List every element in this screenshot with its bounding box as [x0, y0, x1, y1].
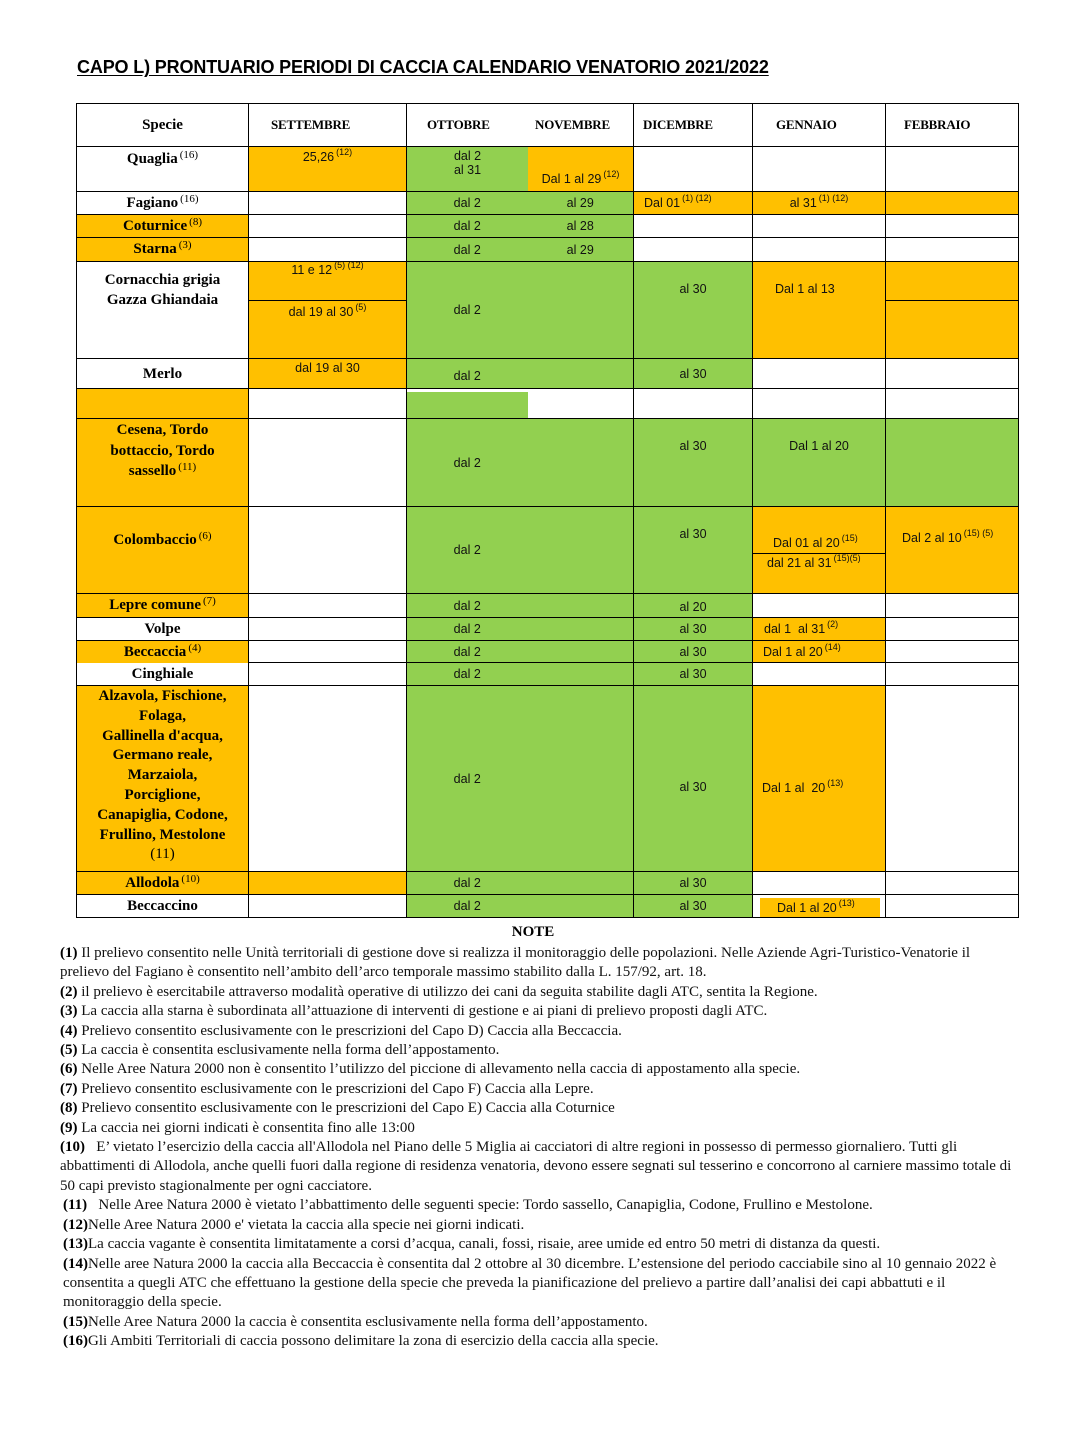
merlo-gennaio [753, 359, 886, 389]
note-number: (5) [60, 1042, 78, 1059]
species-name: Lepre comune [109, 597, 201, 613]
species-colombaccio [77, 507, 249, 594]
species-name-line: Cesena, Tordo [116, 422, 209, 438]
note-text: il prelievo è esercitabile attraverso modalità operative di utilizzo dei cani da seguita stabilite dagli ATC, sentita la Regione. [77, 983, 818, 1000]
period-text: al 31 [789, 196, 817, 210]
species-beccaccino [77, 895, 249, 918]
header-settembre [249, 104, 407, 147]
period-text: Dal 1 al 20 [777, 900, 837, 915]
footnote-ref: (8) [189, 215, 202, 228]
period-text: dal 19 al 30 [295, 361, 360, 375]
starna-ottobre-novembre [407, 238, 634, 262]
period-text: dal 2 [453, 543, 481, 557]
period-text: al 28 [566, 219, 594, 233]
period-text: dal 21 al 31 [767, 556, 832, 570]
quaglia-gennaio [753, 147, 886, 192]
header-specie-label: Specie [142, 116, 183, 133]
cesena-febbraio [886, 419, 1019, 507]
species-name: Quaglia [126, 151, 178, 167]
note-2 [60, 983, 1018, 1002]
beccaccia-ottobre-novembre [407, 641, 634, 663]
note-text: La caccia vagante è consentita limitatamente a corsi d’acqua, canali, fossi, risaie, aree umide ed entro 50 metri di distanza da questi. [88, 1236, 881, 1253]
period-text: al 30 [679, 527, 707, 541]
note-number: (11) [63, 1197, 88, 1214]
cesena-dicembre [634, 419, 753, 507]
quaglia-settembre [249, 147, 407, 192]
note-number: (9) [60, 1119, 78, 1136]
starna-gennaio [753, 238, 886, 262]
species-name: Merlo [142, 365, 183, 382]
footnote-ref: (14) [824, 641, 841, 652]
cinghiale-settembre [249, 663, 407, 686]
coturnice-settembre [249, 215, 407, 238]
species-volpe [77, 618, 249, 641]
note-10 [60, 1138, 1018, 1196]
period-text: al 30 [679, 439, 707, 453]
header-gennaio [753, 104, 886, 147]
quaglia-ottobre [407, 147, 528, 192]
note-text: La caccia è consentita esclusivamente nella forma dell’appostamento. [77, 1042, 500, 1059]
species-coturnice [77, 215, 249, 238]
species-name-line: Alzavola, Fischione, [98, 688, 227, 704]
note-text: E’ vietato l’esercizio della caccia all'Allodola nel Piano delle 5 Miglia ai cacciatori di altre regioni in possesso di permesso giornaliero. Tutti gli abbattimenti di Allodola, anche quelli fuori dalla regione di residenza venatoria, devono essere segnati sul tesserino e concorrono al carniere massimo totale di 50 capi previsto stagionalmente per ogni cacciatore. [60, 1139, 1016, 1194]
note-text: Nelle Aree Natura 2000 non è consentito l’utilizzo del piccione di allevamento nella caccia di appostamento alla specie. [77, 1061, 801, 1078]
footnote-ref: (11) [178, 461, 197, 473]
note-3 [60, 1002, 1018, 1021]
beccaccia-gennaio [753, 641, 886, 663]
footnote-ref: (12) [603, 169, 620, 179]
period-text: dal 2 [453, 368, 481, 383]
species-cinghiale [77, 663, 249, 686]
colombaccio-ottobre-novembre [407, 507, 634, 594]
lepre-gennaio [753, 594, 886, 618]
beccaccia-febbraio [886, 641, 1019, 663]
merlo-febbraio [886, 359, 1019, 389]
note-number: (7) [60, 1080, 78, 1097]
cornacchia-gennaio [753, 262, 886, 359]
header-febbraio-label: FEBBRAIO [904, 117, 971, 132]
period-text: dal 2 [453, 598, 481, 613]
species-empty [77, 389, 249, 419]
period-text: al 30 [679, 282, 707, 296]
merlo-settembre [249, 359, 407, 389]
species-cornacchia-gazza-ghiandaia [77, 262, 249, 359]
period-text: Dal 01 al 20 [773, 536, 840, 550]
footnote-ref: (13) [838, 897, 855, 908]
species-name: Beccaccino [127, 898, 198, 914]
species-name: Colombaccio [113, 532, 197, 548]
allodola-gennaio [753, 872, 886, 895]
period-text: al 29 [566, 242, 594, 257]
header-ottobre-label: OTTOBRE [427, 117, 490, 132]
species-allodola [77, 872, 249, 895]
period-text: al 30 [679, 876, 707, 890]
period-text: Dal 1 al 13 [775, 282, 835, 296]
cornacchia-settembre-a [249, 262, 407, 301]
period-text: dal 2 [453, 219, 481, 233]
allodola-settembre [249, 872, 407, 895]
footnote-ref: (6) [198, 530, 212, 542]
cesena-ottobre-novembre [407, 419, 634, 507]
species-name-line: Porciglione, [124, 786, 201, 803]
beccaccino-settembre [249, 895, 407, 918]
note-8 [60, 1099, 1018, 1118]
note-text: Gli Ambiti Territoriali di caccia possono delimitare la zona di esercizio della caccia alla specie. [88, 1333, 659, 1350]
footnote-ref: (15) [841, 533, 858, 543]
empty-febbraio [886, 389, 1019, 419]
cesena-gennaio [753, 419, 886, 507]
volpe-settembre [249, 618, 407, 641]
coturnice-ottobre-novembre [407, 215, 634, 238]
period-text: al 30 [679, 366, 707, 381]
note-13 [60, 1235, 1018, 1254]
footnote-ref: (1) (12) [682, 193, 712, 203]
period-text: 25,26 [302, 150, 335, 164]
notes-heading: NOTE [511, 924, 555, 940]
period-text: al 30 [679, 899, 707, 913]
note-text: Nelle Aree Natura 2000 la caccia è consentita esclusivamente nella forma dell’appostamento. [88, 1313, 648, 1330]
note-text: Prelievo consentito esclusivamente con le prescrizioni del Capo E) Caccia alla Coturnice [77, 1100, 615, 1117]
empty-ottobre-novembre [407, 389, 634, 419]
species-name-line: sassello [128, 463, 177, 479]
allodola-ottobre-novembre [407, 872, 634, 895]
page-title: CAPO L) PRONTUARIO PERIODI DI CACCIA CALENDARIO VENATORIO 2021/2022 [77, 57, 769, 77]
note-16 [60, 1332, 1018, 1351]
note-4 [60, 1022, 1018, 1041]
fagiano-dicembre [634, 192, 753, 215]
species-name: Coturnice [123, 217, 188, 234]
header-settembre-label: SETTEMBRE [271, 117, 351, 132]
header-novembre-label: NOVEMBRE [535, 117, 610, 132]
volpe-gennaio [753, 618, 886, 641]
period-text: al 31 [453, 163, 482, 177]
empty-gennaio [753, 389, 886, 419]
note-12 [60, 1216, 1018, 1235]
acquatici-febbraio [886, 686, 1019, 872]
period-text: dal 2 [453, 242, 481, 257]
cesena-settembre [249, 419, 407, 507]
green-fill [407, 392, 528, 418]
footnote-ref: (10) [181, 872, 200, 885]
period-text: Dal 2 al 10 [902, 531, 962, 545]
period-text: dal 2 [453, 196, 481, 210]
fagiano-settembre [249, 192, 407, 215]
allodola-dicembre [634, 872, 753, 895]
footnote-ref: (5) [355, 302, 367, 312]
note-text: Nelle Aree Natura 2000 e' vietata la caccia alla specie nei giorni indicati. [88, 1216, 525, 1233]
species-quaglia [77, 147, 249, 192]
period-text: al 29 [566, 196, 594, 210]
note-text: Il prelievo consentito nelle Unità territoriali di gestione dove si realizza il monitoraggio delle popolazioni. Nelle Aziende Agri-Turistico-Venatorie il prelievo del Fagiano è consentito nell’ambito dell’arco temporale massimo stabilito dalla L. 157/92, art. 18. [60, 945, 971, 981]
header-gennaio-label: GENNAIO [776, 117, 837, 132]
species-name: Starna [133, 241, 177, 257]
footnote-ref: (12) [336, 147, 353, 157]
lepre-febbraio [886, 594, 1019, 618]
notes-list [60, 944, 1018, 1352]
coturnice-febbraio [886, 215, 1019, 238]
allodola-febbraio [886, 872, 1019, 895]
colombaccio-gennaio-b [753, 554, 886, 594]
period-text: dal 2 [453, 644, 481, 659]
species-name: Fagiano [126, 194, 179, 211]
quaglia-dicembre [634, 147, 753, 192]
period-text: dal 2 [453, 455, 481, 470]
species-name: Cinghiale [131, 666, 194, 682]
note-number: (6) [60, 1061, 78, 1078]
species-acquatici [77, 686, 249, 872]
species-name-line: Gallinella d'acqua, [102, 727, 223, 744]
period-text: dal 2 [453, 303, 481, 317]
coturnice-dicembre [634, 215, 753, 238]
species-cesena-tordi [77, 419, 249, 507]
lepre-ottobre-novembre [407, 594, 634, 618]
species-fagiano [77, 192, 249, 215]
acquatici-ottobre-novembre [407, 686, 634, 872]
period-text: Dal 1 al 29 [541, 172, 602, 186]
volpe-febbraio [886, 618, 1019, 641]
species-name-line: Cornacchia grigia [104, 272, 221, 288]
cornacchia-settembre-b [249, 301, 407, 359]
note-number: (2) [60, 983, 78, 1000]
note-number: (13) [63, 1236, 88, 1253]
lepre-settembre [249, 594, 407, 618]
cornacchia-febbraio-b [886, 301, 1019, 359]
footnote-ref: (13) [827, 777, 844, 788]
note-7 [60, 1080, 1018, 1099]
coturnice-gennaio [753, 215, 886, 238]
note-6 [60, 1060, 1018, 1079]
beccaccino-ottobre-novembre [407, 895, 634, 918]
footnote-ref: (15)(5) [833, 554, 861, 563]
species-name: Volpe [144, 621, 181, 637]
footnote-ref: (16) [180, 192, 199, 205]
species-lepre-comune [77, 594, 249, 618]
quaglia-febbraio [886, 147, 1019, 192]
note-5 [60, 1041, 1018, 1060]
period-text: dal 2 [453, 876, 481, 890]
note-text: La caccia nei giorni indicati è consentita fino alle 13:00 [77, 1119, 415, 1136]
starna-febbraio [886, 238, 1019, 262]
period-text: al 20 [679, 600, 707, 614]
starna-dicembre [634, 238, 753, 262]
species-name-line: Germano reale, [112, 747, 213, 764]
restricted-fill [760, 898, 880, 917]
note-14 [60, 1255, 1018, 1313]
header-specie [77, 104, 249, 147]
note-1 [60, 944, 1018, 983]
species-beccaccia [77, 641, 249, 663]
fagiano-febbraio [886, 192, 1019, 215]
colombaccio-febbraio [886, 507, 1019, 594]
species-name-line: Folaga, [138, 707, 187, 724]
colombaccio-settembre [249, 507, 407, 594]
quaglia-novembre [528, 147, 634, 192]
cornacchia-dicembre [634, 262, 753, 359]
period-text: Dal 01 [644, 196, 681, 210]
period-text: dal 1 al 31 [764, 622, 826, 636]
period-text: al 30 [679, 667, 707, 681]
period-text: Dal 1 al 20 [762, 780, 826, 795]
acquatici-gennaio [753, 686, 886, 872]
note-text: La caccia alla starna è subordinata all’attuazione di interventi di gestione e ai piani di prelievo proposti dagli ATC. [77, 1003, 768, 1020]
note-number: (1) [60, 945, 78, 961]
period-text: Dal 1 al 20 [789, 439, 849, 453]
species-name-line: Frullino, Mestolone [99, 826, 226, 843]
footnote-ref: (7) [202, 595, 216, 607]
period-text: 11 e 12 [291, 263, 333, 277]
note-number: (10) [60, 1139, 85, 1156]
beccaccia-settembre [249, 641, 407, 663]
species-name-line: Canapiglia, Codone, [97, 806, 228, 823]
beccaccino-dicembre [634, 895, 753, 918]
volpe-ottobre-novembre [407, 618, 634, 641]
starna-settembre [249, 238, 407, 262]
note-number: (4) [60, 1022, 78, 1039]
species-name: Allodola [125, 874, 180, 891]
beccaccino-gennaio [753, 895, 886, 918]
fagiano-ottobre-novembre [407, 192, 634, 215]
species-name-line: Marzaiola, [127, 767, 198, 784]
period-text: dal 2 [453, 771, 481, 786]
acquatici-settembre [249, 686, 407, 872]
cinghiale-dicembre [634, 663, 753, 686]
beccaccino-febbraio [886, 895, 1019, 918]
header-febbraio [886, 104, 1019, 147]
note-number: (14) [63, 1255, 88, 1272]
lepre-dicembre [634, 594, 753, 618]
colombaccio-gennaio-a [753, 507, 886, 554]
beccaccia-dicembre [634, 641, 753, 663]
footnote-ref: (11) [150, 846, 175, 863]
period-text: dal 2 [453, 622, 481, 636]
cornacchia-ottobre-novembre [407, 262, 634, 359]
species-starna [77, 238, 249, 262]
note-text: Nelle aree Natura 2000 la caccia alla Beccaccia è consentita dal 2 ottobre al 30 dicembre. L’estensione del periodo cacciabile sino al 10 gennaio 2022 è consentita a quegli ATC che effettuano la gestione della specie che preveda la pianificazione del prelievo a partire dall’analisi dei capi abbattuti e il monitoraggio della specie. [63, 1255, 997, 1311]
note-text: Prelievo consentito esclusivamente con le prescrizioni del Capo D) Caccia alla Beccaccia. [77, 1022, 622, 1039]
cornacchia-febbraio-a [886, 262, 1019, 301]
note-15 [60, 1313, 1018, 1332]
note-11 [60, 1196, 1018, 1215]
footnote-ref: (16) [179, 149, 199, 161]
period-text: dal 2 [453, 667, 481, 681]
note-number: (15) [63, 1313, 88, 1330]
footnote-ref: (3) [178, 239, 192, 251]
period-text: al 30 [679, 779, 707, 794]
footnote-ref: (4) [188, 641, 202, 654]
period-text: dal 19 al 30 [288, 305, 354, 319]
header-dicembre [634, 104, 753, 147]
period-text: Dal 1 al 20 [763, 644, 823, 659]
header-ottobre [407, 104, 528, 147]
note-number: (8) [60, 1100, 78, 1117]
footnote-ref: (1) (12) [818, 193, 849, 203]
merlo-dicembre [634, 359, 753, 389]
header-novembre [528, 104, 634, 147]
species-name: Beccaccia [123, 643, 187, 660]
note-text: Nelle Aree Natura 2000 è vietato l’abbattimento delle seguenti specie: Tordo sassello, Canapiglia, Codone, Frullino e Mestolone. [87, 1197, 873, 1214]
empty-settembre [249, 389, 407, 419]
footnote-ref: (15) (5) [963, 528, 994, 538]
period-text: dal 2 [453, 899, 481, 913]
empty-dicembre [634, 389, 753, 419]
header-dicembre-label: DICEMBRE [643, 117, 713, 132]
period-text: al 30 [679, 644, 707, 659]
fagiano-gennaio [753, 192, 886, 215]
note-9 [60, 1119, 1018, 1138]
footnote-ref: (2) [827, 619, 839, 629]
acquatici-dicembre [634, 686, 753, 872]
merlo-ottobre-novembre [407, 359, 634, 389]
note-number: (12) [63, 1216, 88, 1233]
colombaccio-dicembre [634, 507, 753, 594]
note-text: Prelievo consentito esclusivamente con le prescrizioni del Capo F) Caccia alla Lepre. [77, 1080, 594, 1097]
period-text: dal 2 [453, 149, 482, 163]
footnote-ref: (5) (12) [334, 262, 364, 270]
period-text: al 30 [679, 622, 707, 636]
cinghiale-febbraio [886, 663, 1019, 686]
species-name-line: Gazza Ghiandaia [106, 292, 219, 308]
species-name-line: bottaccio, Tordo [110, 442, 215, 459]
note-number: (3) [60, 1003, 78, 1020]
cinghiale-gennaio [753, 663, 886, 686]
volpe-dicembre [634, 618, 753, 641]
species-merlo [77, 359, 249, 389]
note-number: (16) [63, 1333, 88, 1350]
hunting-calendar-table [76, 103, 1019, 918]
cinghiale-ottobre-novembre [407, 663, 634, 686]
